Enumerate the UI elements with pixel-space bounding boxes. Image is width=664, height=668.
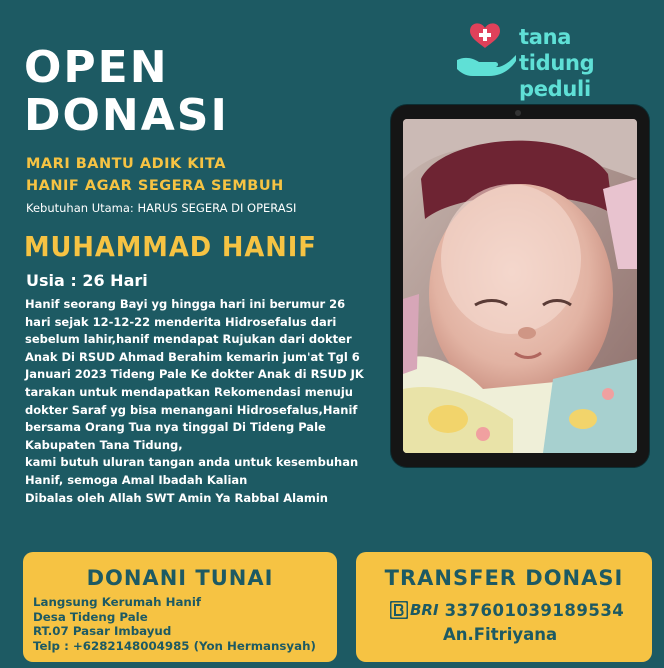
- subtitle-line-1: MARI BANTU ADIK KITA: [26, 156, 226, 172]
- tablet-frame: [391, 105, 649, 467]
- story-line: Kabupaten Tana Tidung,: [25, 437, 183, 452]
- bank-row: [390, 599, 624, 621]
- story-line: hari sejak 12-12-22 menderita Hidrosefalus dari: [25, 314, 337, 329]
- heart-hand-icon: [455, 20, 517, 78]
- headline: [24, 44, 364, 140]
- camera-dot: [515, 110, 521, 116]
- story-text: [25, 296, 385, 507]
- patient-name: MUHAMMAD HANIF: [24, 230, 317, 263]
- account-holder: An.Fitriyana: [443, 625, 558, 644]
- headline-line-2: DONASI: [24, 90, 229, 141]
- cash-donation-card: [23, 552, 337, 662]
- story-line: tarakan untuk mendapatkan Rekomendasi menuju: [25, 384, 353, 399]
- brand-name: [519, 24, 645, 102]
- story-line: Hanif seorang Bayi yg hingga hari ini berumur 26: [25, 297, 346, 311]
- bri-logo-icon: [390, 601, 408, 619]
- patient-age: Usia : 26 Hari: [26, 271, 148, 290]
- bank-name: BRI: [410, 601, 439, 619]
- account-number: 337601039189534: [444, 600, 625, 620]
- brand-line-2: peduli: [519, 77, 591, 101]
- transfer-donation-card: [356, 552, 652, 662]
- headline-line-1: OPEN: [24, 42, 169, 93]
- story-line: Januari 2023 Tideng Pale Ke dokter Anak di RSUD JK: [25, 367, 364, 382]
- story-line: dokter Saraf yg bisa menangani Hidrosefalus,Hanif: [25, 402, 358, 417]
- subtitle: [26, 153, 386, 197]
- cash-line: Langsung Kerumah Hanif: [33, 595, 202, 609]
- cash-line: Desa Tideng Pale: [33, 609, 148, 624]
- story-line: Dibalas oleh Allah SWT Amin Ya Rabbal Alamin: [25, 490, 328, 505]
- story-line: bersama Orang Tua nya tinggal Di Tideng Pale: [25, 420, 326, 435]
- brand-logo: [455, 20, 645, 101]
- cash-line: RT.07 Pasar Imbayud: [33, 624, 172, 638]
- story-line: Anak Di RSUD Ahmad Berahim kemarin jum'at Tgl 6: [25, 349, 360, 364]
- cash-phone: Telp : +6282148004985 (Yon Hermansyah): [33, 638, 316, 653]
- transfer-title: TRANSFER DONASI: [384, 566, 624, 590]
- cash-details: [33, 595, 316, 653]
- baby-photo: [403, 119, 637, 453]
- main-need: Kebutuhan Utama: HARUS SEGERA DI OPERASI: [26, 201, 297, 215]
- story-line: kami butuh uluran tangan anda untuk kesembuhan: [25, 455, 359, 470]
- subtitle-line-2: HANIF AGAR SEGERA SEMBUH: [26, 178, 284, 194]
- brand-line-1: tana tidung: [519, 25, 595, 75]
- cash-title: DONANI TUNAI: [86, 566, 274, 590]
- story-line: Hanif, semoga Amal Ibadah Kalian: [25, 472, 248, 487]
- story-line: sebelum lahir,hanif mendapat Rujukan dari dokter: [25, 332, 352, 347]
